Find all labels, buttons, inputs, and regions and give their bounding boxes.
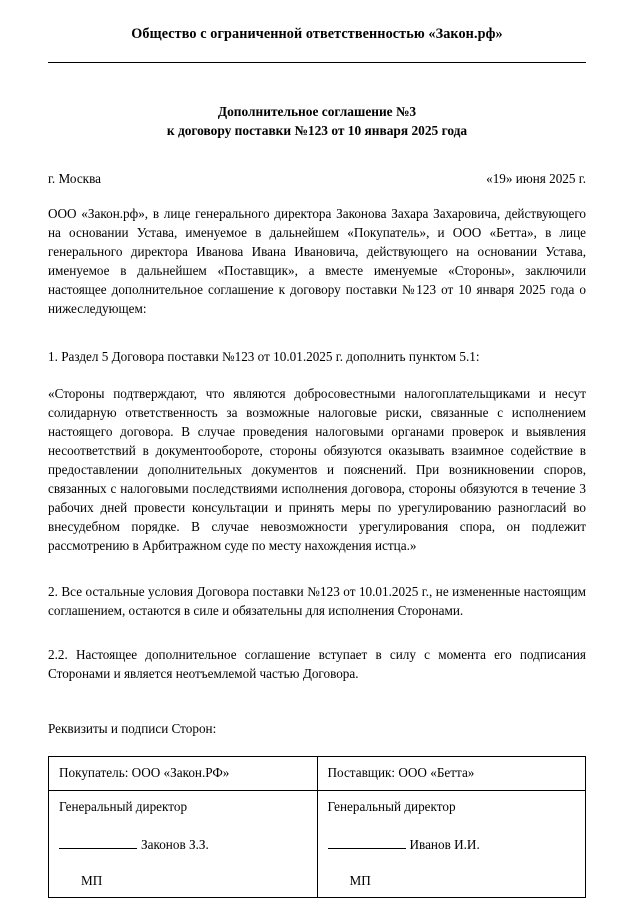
buyer-signer-name: Законов З.З. [141,837,209,853]
requisites-label: Реквизиты и подписи Сторон: [48,721,217,737]
buyer-party-cell [49,757,318,790]
clause-1-intro: 1. Раздел 5 Договора поставки №123 от 10.01.2025 г. дополнить пунктом 5.1: [48,349,480,365]
supplier-signature-rule [328,838,406,850]
buyer-party-name: Покупатель: ООО «Закон.РФ» [59,765,230,781]
title-line-1: Дополнительное соглашение №3 [217,104,417,120]
clause-2-2: 2.2. Настоящее дополнительное соглашение вступает в силу с момента его подписания Сторонами и является неотъемлемой частью Договора. [48,647,586,682]
table-row-parties [49,757,586,790]
document-title [48,102,586,140]
place-of-signing: г. Москва [48,171,101,187]
table-row-signatures [49,790,586,897]
date-of-signing: «19» июня 2025 г. [486,171,586,187]
supplier-signature-cell [317,790,586,897]
signature-table [48,756,586,898]
buyer-role: Генеральный директор [59,798,188,814]
buyer-signature-rule [59,838,137,850]
preamble-paragraph: ООО «Закон.рф», в лице генерального директора Законова Захара Захаровича, действующего на основании Устава, именуемое в дальнейшем «Покупатель», и ООО «Бетта», в лице генерального директора Иванова Ивана Ивановича, действующего на основании Устава, именуемое в дальнейшем «Поставщик», а вместе именуемые «Стороны», заключили настоящее дополнительное соглашение к договору поставки №123 от 10 января 2025 года о нижеследующем: [48,206,586,317]
title-line-2: к договору поставки №123 от 10 января 2025 года [166,123,468,139]
supplier-signer-name: Иванов И.И. [409,837,480,853]
buyer-signature-cell [49,790,318,897]
supplier-role: Генеральный директор [327,798,456,814]
supplier-stamp-mark: МП [349,872,371,888]
clause-5-1-quoted: «Стороны подтверждают, что являются добросовестными налогоплательщиками и несут солидарную ответственность за возможные налоговые риски, связанные с исполнением настоящего договора. В случае проведения налоговыми органами проверок и выявления несоответствий в документообороте, стороны обязуются оказывать взаимное содействие в предоставлении дополнительных документов и пояснений. При возникновении споров, связанных с налоговыми последствиями исполнения договора, стороны обязуются в течение 3 рабочих дней провести консультации и принять меры по урегулированию разногласий во внесудебном порядке. В случае невозможности урегулирования спора, он подлежит рассмотрению в Арбитражном суде по месту нахождения истца.» [48,386,586,554]
place-and-date-row [48,171,586,187]
supplier-party-cell [317,757,586,790]
clause-2: 2. Все остальные условия Договора поставки №123 от 10.01.2025 г., не измененные настоящим соглашением, остаются в силе и обязательны для исполнения Сторонами. [48,584,586,619]
supplier-party-name: Поставщик: ООО «Бетта» [327,765,475,781]
supplier-signature-line-row [328,836,577,854]
buyer-stamp-mark: МП [81,872,103,888]
organization-header: Общество с ограниченной ответственностью «Закон.рф» [131,26,503,42]
header-divider [48,62,586,63]
buyer-signature-line-row [59,836,308,854]
